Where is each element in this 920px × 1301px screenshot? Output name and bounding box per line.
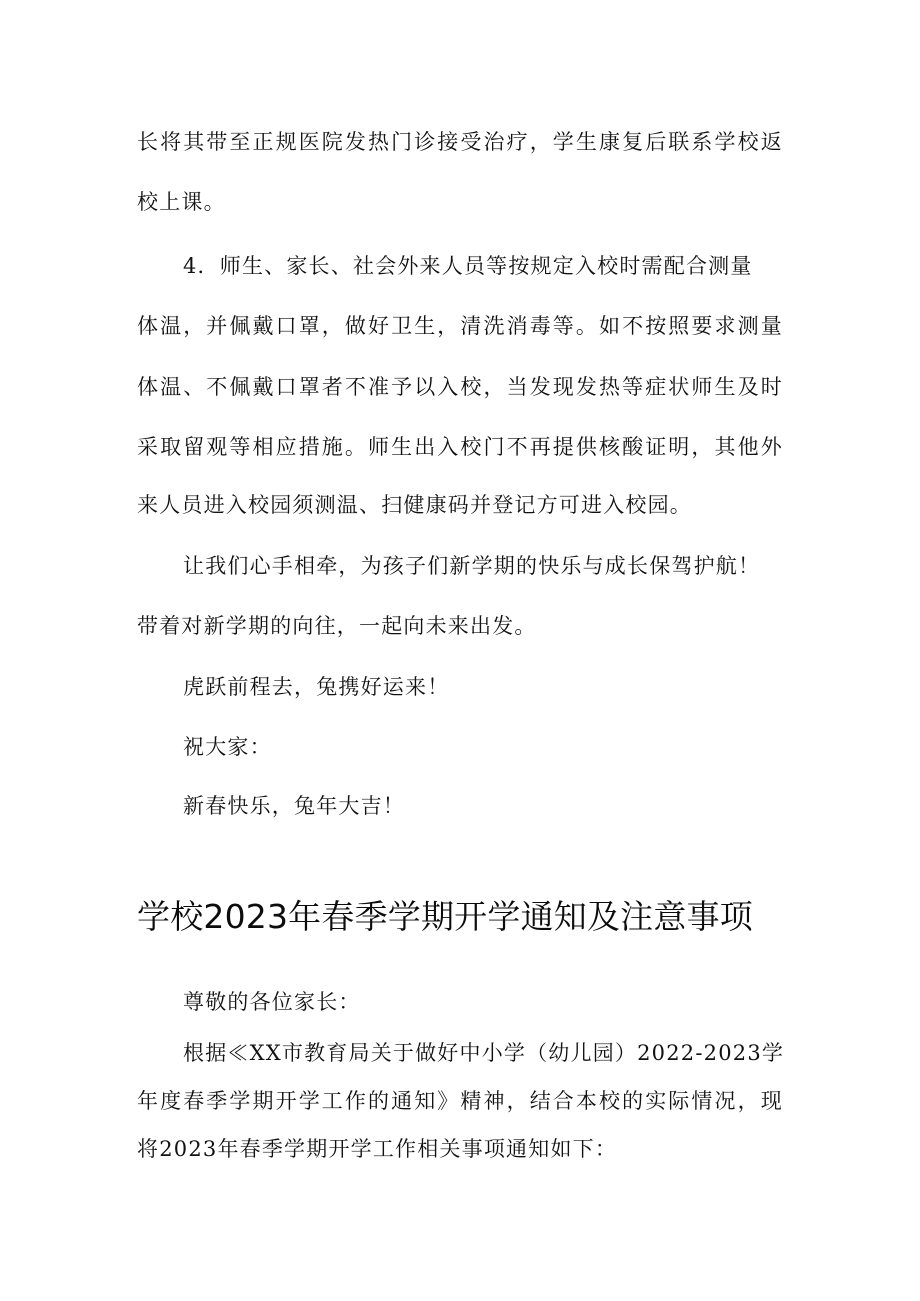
notice-line: 年度春季学期开学工作的通知》精神，结合本校的实际情况，现 xyxy=(137,1089,784,1113)
closing-line: 让我们心手相牵，为孩子们新学期的快乐与成长保驾护航！ xyxy=(183,554,761,578)
closing-line: 新春快乐，兔年大吉！ xyxy=(183,794,405,818)
closing-line: 带着对新学期的向往，一起向未来出发。 xyxy=(137,614,537,638)
closing-line: 虎跃前程去，兔携好运来！ xyxy=(183,675,450,699)
paragraph-line: 4．师生、家长、社会外来人员等按规定入校时需配合测量 xyxy=(183,254,753,278)
notice-line: 将2023年春季学期开学工作相关事项通知如下： xyxy=(137,1137,618,1161)
section-title: 学校2023年春季学期开学通知及注意事项 xyxy=(137,897,753,936)
paragraph-line: 体温，并佩戴口罩，做好卫生，清洗消毒等。如不按照要求测量 xyxy=(137,314,784,338)
notice-line: 根据≪XX市教育局关于做好中小学（幼儿园）2022-2023学 xyxy=(183,1041,785,1065)
closing-line: 祝大家： xyxy=(183,735,272,759)
paragraph-line: 采取留观等相应措施。师生出入校门不再提供核酸证明，其他外 xyxy=(137,435,784,459)
paragraph-line: 来人员进入校园须测温、扫健康码并登记方可进入校园。 xyxy=(137,493,692,517)
paragraph-line: 校上课。 xyxy=(137,190,226,214)
salutation: 尊敬的各位家长： xyxy=(183,990,361,1014)
paragraph-line: 长将其带至正规医院发热门诊接受治疗，学生康复后联系学校返 xyxy=(137,130,784,154)
paragraph-line: 体温、不佩戴口罩者不准予以入校，当发现发热等症状师生及时 xyxy=(137,375,784,399)
